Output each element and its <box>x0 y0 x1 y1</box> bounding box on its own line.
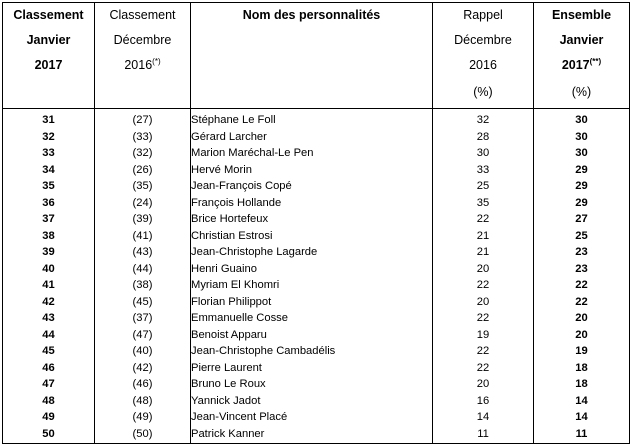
jan-percent-cell: 18 <box>534 376 630 393</box>
name-cell: Jean-François Copé <box>191 178 433 195</box>
header-line: Janvier <box>26 33 71 47</box>
ranking-table <box>2 2 630 444</box>
prev-rank-cell: (38) <box>95 277 191 294</box>
header-year: 2017 <box>561 58 590 72</box>
table-row <box>3 228 630 245</box>
dec-percent-cell: 28 <box>433 129 534 146</box>
name-cell: Gérard Larcher <box>191 129 433 146</box>
table-row <box>3 360 630 377</box>
jan-percent-cell: 23 <box>534 244 630 261</box>
table-row <box>3 129 630 146</box>
dec-percent-cell: 20 <box>433 294 534 311</box>
jan-percent-cell: 23 <box>534 261 630 278</box>
prev-rank-cell: (46) <box>95 376 191 393</box>
jan-percent-cell: 20 <box>534 310 630 327</box>
name-cell: Florian Philippot <box>191 294 433 311</box>
header-line: Décembre <box>113 33 172 47</box>
jan-percent-cell: 29 <box>534 178 630 195</box>
header-line: Janvier <box>559 33 604 47</box>
prev-rank-cell: (32) <box>95 145 191 162</box>
header-line: 2016 <box>469 58 497 72</box>
prev-rank-cell: (39) <box>95 211 191 228</box>
table-row <box>3 343 630 360</box>
table-row <box>3 294 630 311</box>
jan-percent-cell: 19 <box>534 343 630 360</box>
dec-percent-cell: 25 <box>433 178 534 195</box>
header-line: 2017 <box>34 58 63 72</box>
dec-percent-cell: 11 <box>433 426 534 444</box>
dec-percent-cell: 22 <box>433 310 534 327</box>
dec-percent-cell: 33 <box>433 162 534 179</box>
header-rank-dec-2016 <box>95 3 191 109</box>
table-row <box>3 211 630 228</box>
prev-rank-cell: (27) <box>95 112 191 129</box>
prev-rank-cell: (50) <box>95 426 191 444</box>
rank-cell: 39 <box>3 244 95 261</box>
rank-cell: 48 <box>3 393 95 410</box>
header-total-jan-2017 <box>534 3 630 109</box>
dec-percent-cell: 22 <box>433 360 534 377</box>
jan-percent-cell: 25 <box>534 228 630 245</box>
rank-cell: 32 <box>3 129 95 146</box>
name-cell: Marion Maréchal-Le Pen <box>191 145 433 162</box>
table-row <box>3 178 630 195</box>
header-unit: (%) <box>571 85 592 99</box>
table-row <box>3 112 630 129</box>
jan-percent-cell: 14 <box>534 393 630 410</box>
rank-cell: 47 <box>3 376 95 393</box>
table-row <box>3 162 630 179</box>
jan-percent-cell: 30 <box>534 145 630 162</box>
footnote-marker: (*) <box>152 56 161 66</box>
rank-cell: 42 <box>3 294 95 311</box>
table-row <box>3 244 630 261</box>
dec-percent-cell: 19 <box>433 327 534 344</box>
rank-cell: 36 <box>3 195 95 212</box>
jan-percent-cell: 11 <box>534 426 630 444</box>
name-cell: Stéphane Le Foll <box>191 112 433 129</box>
header-line <box>534 53 629 78</box>
dec-percent-cell: 22 <box>433 211 534 228</box>
jan-percent-cell: 20 <box>534 327 630 344</box>
name-cell: Emmanuelle Cosse <box>191 310 433 327</box>
name-cell: François Hollande <box>191 195 433 212</box>
name-cell: Hervé Morin <box>191 162 433 179</box>
table-row <box>3 393 630 410</box>
name-cell: Yannick Jadot <box>191 393 433 410</box>
rank-cell: 44 <box>3 327 95 344</box>
jan-percent-cell: 29 <box>534 162 630 179</box>
jan-percent-cell: 30 <box>534 129 630 146</box>
rank-cell: 33 <box>3 145 95 162</box>
name-cell: Jean-Vincent Placé <box>191 409 433 426</box>
name-cell: Benoist Apparu <box>191 327 433 344</box>
table-body <box>3 109 630 444</box>
name-cell: Patrick Kanner <box>191 426 433 444</box>
header-year: 2016 <box>124 58 153 72</box>
rank-cell: 40 <box>3 261 95 278</box>
header-line: Classement <box>13 8 84 22</box>
jan-percent-cell: 22 <box>534 277 630 294</box>
footnote-marker: (**) <box>589 56 602 66</box>
name-cell: Bruno Le Roux <box>191 376 433 393</box>
prev-rank-cell: (33) <box>95 129 191 146</box>
dec-percent-cell: 21 <box>433 244 534 261</box>
name-cell: Pierre Laurent <box>191 360 433 377</box>
rank-cell: 50 <box>3 426 95 444</box>
jan-percent-cell: 29 <box>534 195 630 212</box>
prev-rank-cell: (40) <box>95 343 191 360</box>
name-cell: Henri Guaino <box>191 261 433 278</box>
prev-rank-cell: (37) <box>95 310 191 327</box>
jan-percent-cell: 14 <box>534 409 630 426</box>
prev-rank-cell: (47) <box>95 327 191 344</box>
table-row <box>3 327 630 344</box>
rank-cell: 45 <box>3 343 95 360</box>
dec-percent-cell: 20 <box>433 376 534 393</box>
header-rank-jan-2017 <box>3 3 95 109</box>
rank-cell: 46 <box>3 360 95 377</box>
jan-percent-cell: 18 <box>534 360 630 377</box>
table-row <box>3 409 630 426</box>
jan-percent-cell: 27 <box>534 211 630 228</box>
dec-percent-cell: 35 <box>433 195 534 212</box>
table-row <box>3 261 630 278</box>
header-unit: (%) <box>473 85 493 99</box>
name-cell: Jean-Christophe Lagarde <box>191 244 433 261</box>
jan-percent-cell: 22 <box>534 294 630 311</box>
table-row <box>3 277 630 294</box>
rank-cell: 43 <box>3 310 95 327</box>
prev-rank-cell: (42) <box>95 360 191 377</box>
jan-percent-cell: 30 <box>534 112 630 129</box>
rank-cell: 41 <box>3 277 95 294</box>
table-row <box>3 376 630 393</box>
prev-rank-cell: (43) <box>95 244 191 261</box>
header-recall-dec-2016 <box>433 3 534 109</box>
rank-cell: 38 <box>3 228 95 245</box>
name-cell: Myriam El Khomri <box>191 277 433 294</box>
prev-rank-cell: (45) <box>95 294 191 311</box>
header-line: Nom des personnalités <box>242 8 381 22</box>
rank-cell: 35 <box>3 178 95 195</box>
table-row <box>3 145 630 162</box>
rank-cell: 31 <box>3 112 95 129</box>
prev-rank-cell: (41) <box>95 228 191 245</box>
table-row <box>3 310 630 327</box>
name-cell: Christian Estrosi <box>191 228 433 245</box>
name-cell: Jean-Christophe Cambadélis <box>191 343 433 360</box>
dec-percent-cell: 16 <box>433 393 534 410</box>
dec-percent-cell: 14 <box>433 409 534 426</box>
prev-rank-cell: (44) <box>95 261 191 278</box>
prev-rank-cell: (24) <box>95 195 191 212</box>
prev-rank-cell: (48) <box>95 393 191 410</box>
header-line: Décembre <box>454 33 512 47</box>
header-name <box>191 3 433 109</box>
dec-percent-cell: 20 <box>433 261 534 278</box>
name-cell: Brice Hortefeux <box>191 211 433 228</box>
dec-percent-cell: 32 <box>433 112 534 129</box>
table-row <box>3 195 630 212</box>
header-line: Ensemble <box>551 8 612 22</box>
dec-percent-cell: 22 <box>433 277 534 294</box>
dec-percent-cell: 21 <box>433 228 534 245</box>
rank-cell: 34 <box>3 162 95 179</box>
header-line: Classement <box>109 8 176 22</box>
header-line <box>95 53 190 78</box>
prev-rank-cell: (49) <box>95 409 191 426</box>
header-row <box>3 3 630 109</box>
header-line: Rappel <box>463 8 503 22</box>
prev-rank-cell: (26) <box>95 162 191 179</box>
rank-cell: 37 <box>3 211 95 228</box>
dec-percent-cell: 30 <box>433 145 534 162</box>
dec-percent-cell: 22 <box>433 343 534 360</box>
rank-cell: 49 <box>3 409 95 426</box>
prev-rank-cell: (35) <box>95 178 191 195</box>
